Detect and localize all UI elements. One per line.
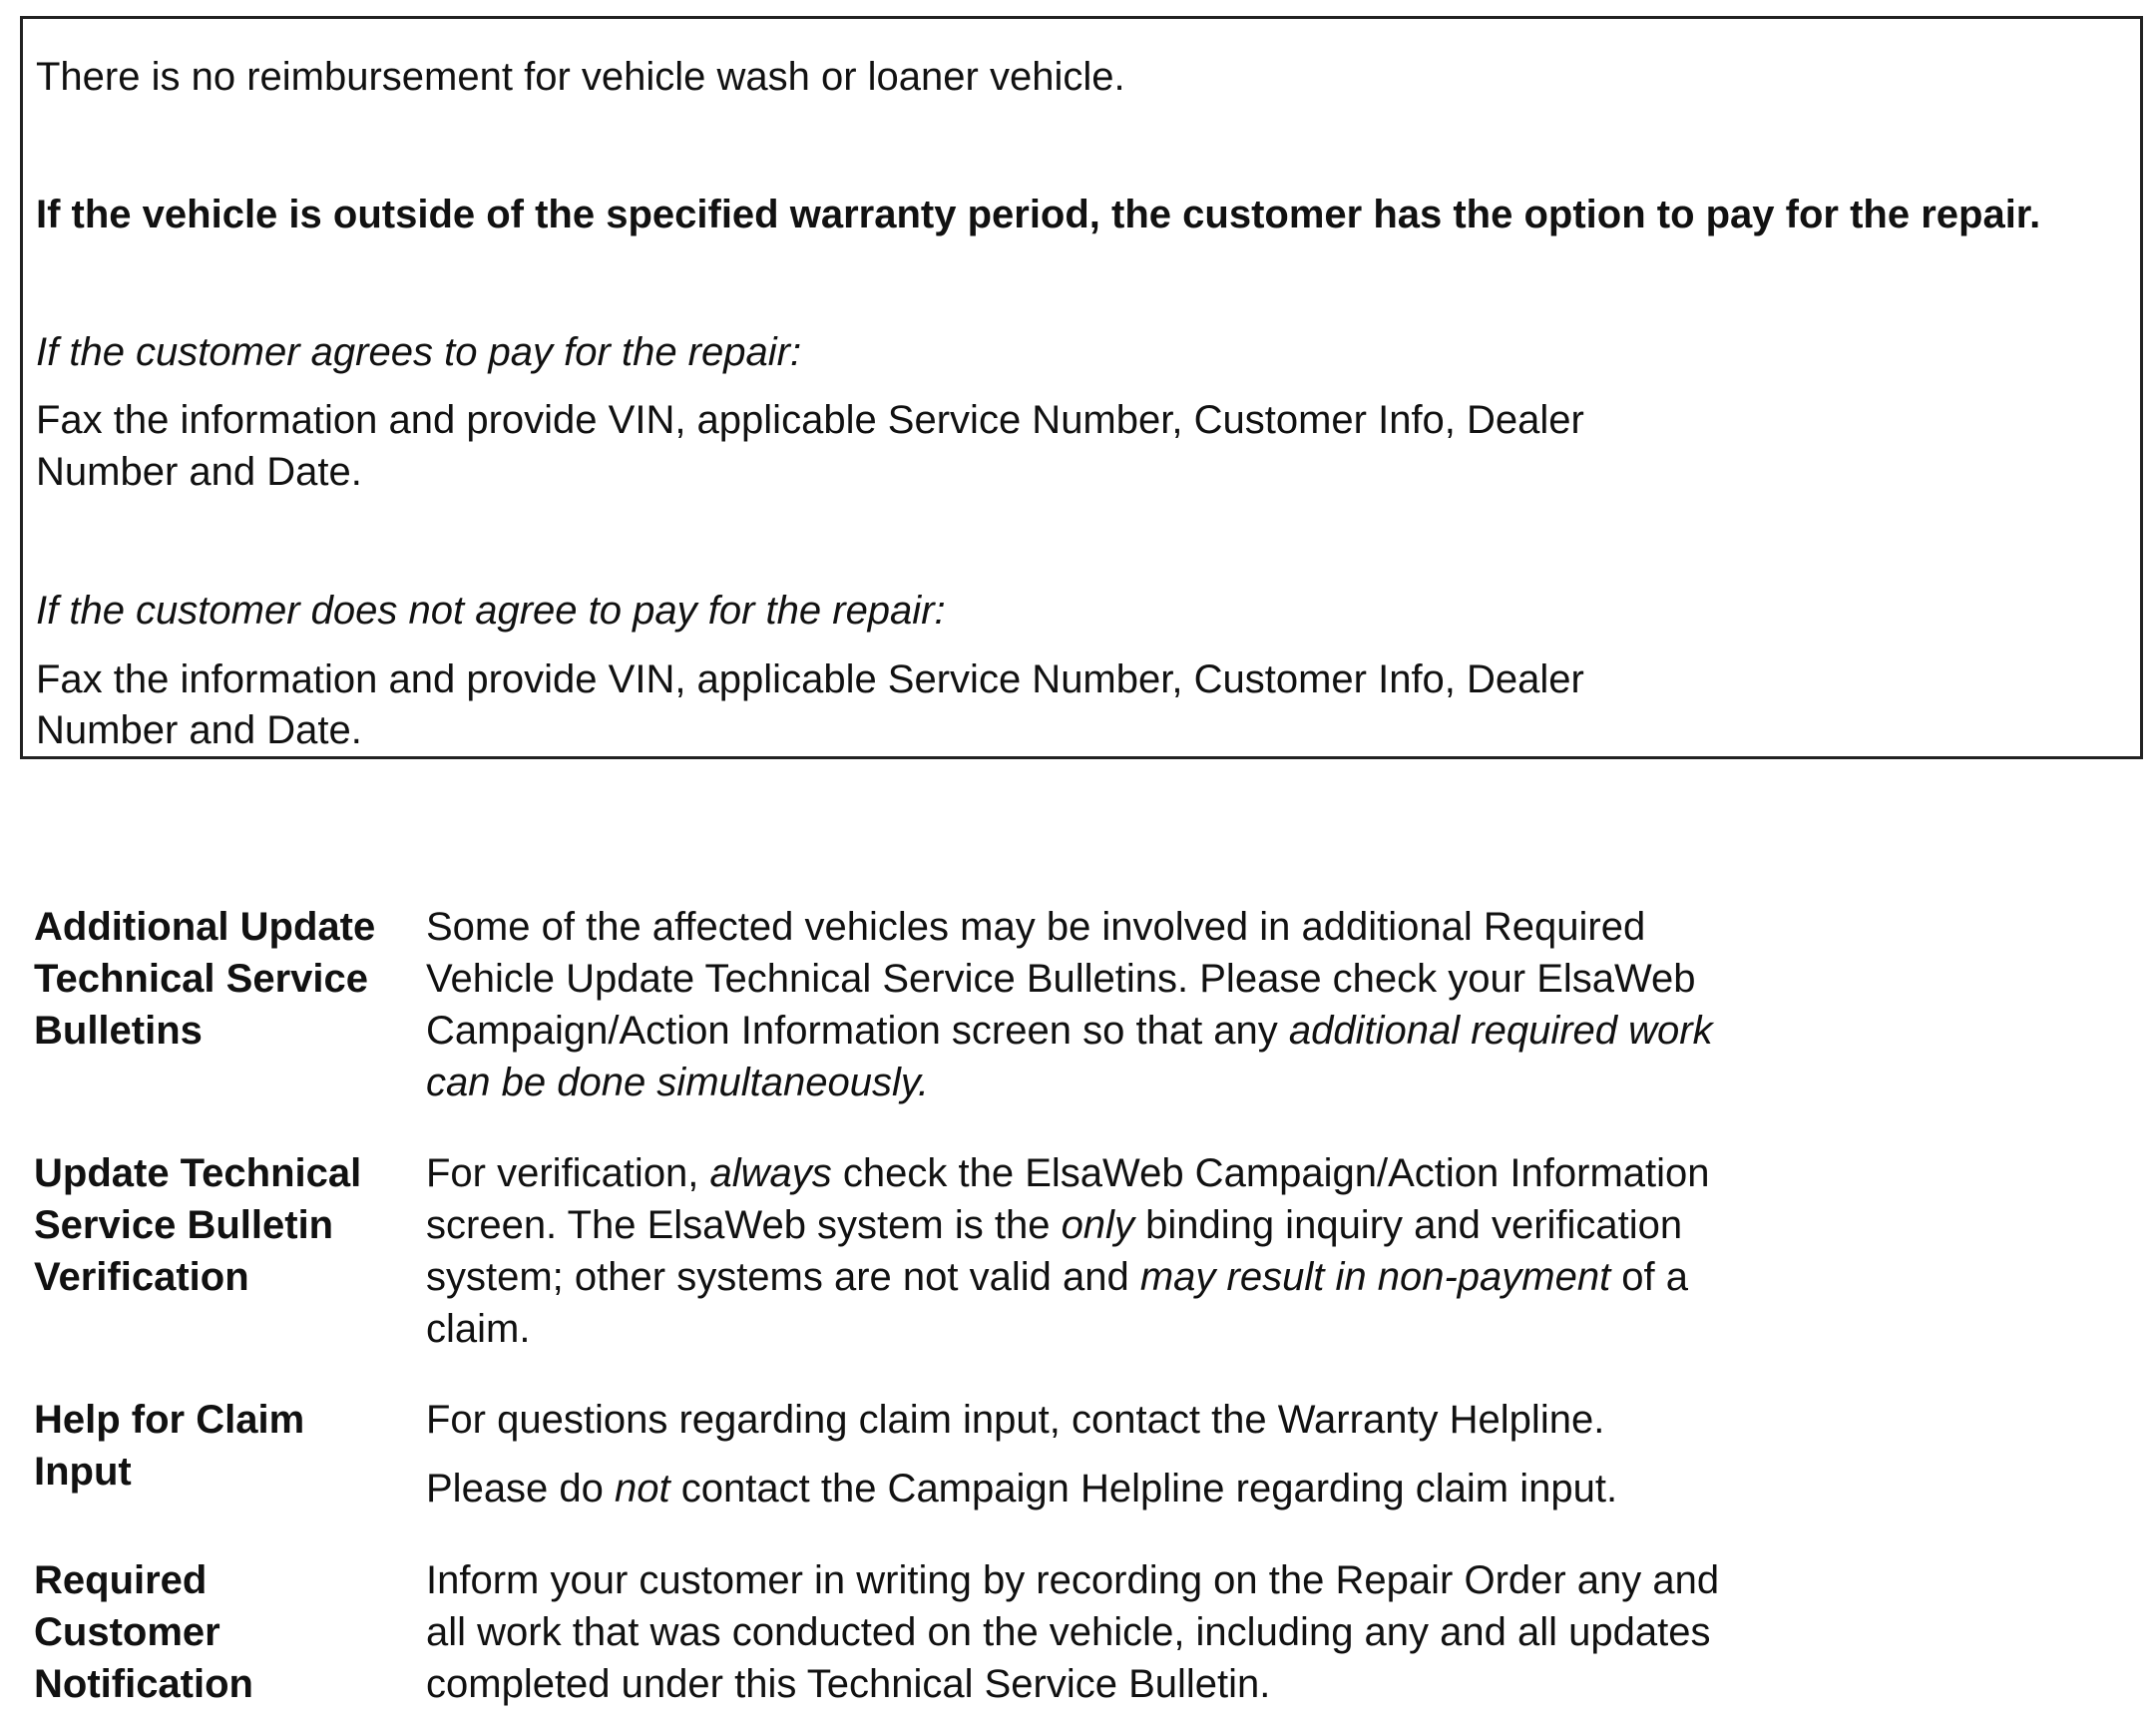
label-line: Help for Claim — [34, 1398, 305, 1442]
body-line — [426, 1251, 1823, 1303]
body-line: For questions regarding claim input, contact the Warranty Helpline. — [426, 1398, 1605, 1442]
emphasis-line: can be done simultaneously. — [426, 1061, 930, 1104]
no-reimbursement-text: There is no reimbursement for vehicle wash or loaner vehicle. — [36, 55, 1125, 99]
body-line: Some of the affected vehicles may be involved in additional Required — [426, 905, 1646, 949]
label-line: Technical Service — [34, 957, 368, 1001]
not-agree-instructions-line-1: Fax the information and provide VIN, applicable Service Number, Customer Info, Dealer — [36, 657, 1584, 701]
emphasis-text: not — [615, 1467, 670, 1510]
body-line — [426, 1199, 1823, 1251]
body-line: Vehicle Update Technical Service Bulletins. Please check your ElsaWeb — [426, 957, 1696, 1001]
emphasis-text: may result in non-payment — [1139, 1255, 1611, 1299]
additional-update-body — [426, 901, 1823, 1108]
emphasis-text: only — [1061, 1203, 1134, 1247]
label-line: Verification — [34, 1255, 249, 1299]
body-text: Please do — [426, 1467, 616, 1510]
body-line — [426, 1463, 1823, 1514]
outside-warranty-text: If the vehicle is outside of the specified warranty period, the customer has the option to pay for the repair. — [36, 193, 2041, 236]
warranty-notice-box — [20, 16, 2143, 759]
label-line: Additional Update — [34, 905, 376, 949]
emphasis-text: additional required work — [1288, 1009, 1713, 1053]
claim-help-body — [426, 1394, 1823, 1514]
label-line: Notification — [34, 1662, 253, 1706]
body-text: system; other systems are not valid and — [426, 1255, 1140, 1299]
label-line: Input — [34, 1450, 132, 1494]
body-text: For verification, — [426, 1151, 710, 1195]
label-line: Required — [34, 1558, 208, 1602]
body-text: check the ElsaWeb Campaign/Action Information — [831, 1151, 1710, 1195]
additional-update-label — [34, 901, 413, 1057]
customer-notification-body — [426, 1554, 1823, 1710]
verification-body — [426, 1147, 1823, 1355]
agrees-instructions-line-1: Fax the information and provide VIN, applicable Service Number, Customer Info, Dealer — [36, 398, 1584, 442]
claim-help-label — [34, 1394, 413, 1498]
agrees-instructions-line-2: Number and Date. — [36, 450, 362, 494]
not-agree-instructions-line-2: Number and Date. — [36, 708, 362, 752]
label-line: Bulletins — [34, 1009, 203, 1053]
verification-label — [34, 1147, 413, 1303]
label-line: Customer — [34, 1610, 220, 1654]
body-text: contact the Campaign Helpline regarding claim input. — [669, 1467, 1618, 1510]
label-line: Service Bulletin — [34, 1203, 334, 1247]
body-line — [426, 1147, 1823, 1199]
emphasis-text: always — [709, 1151, 832, 1195]
label-line: Update Technical — [34, 1151, 362, 1195]
body-text: binding inquiry and verification — [1133, 1203, 1683, 1247]
body-text: screen. The ElsaWeb system is the — [426, 1203, 1062, 1247]
agrees-heading: If the customer agrees to pay for the repair: — [36, 330, 802, 374]
body-line — [426, 1005, 1823, 1057]
body-line: Inform your customer in writing by recording on the Repair Order any and — [426, 1558, 1720, 1602]
body-text: Campaign/Action Information screen so that any — [426, 1009, 1289, 1053]
body-line: claim. — [426, 1307, 531, 1351]
body-line: completed under this Technical Service Bulletin. — [426, 1662, 1271, 1706]
customer-notification-label — [34, 1554, 413, 1710]
body-line: all work that was conducted on the vehicle, including any and all updates — [426, 1610, 1711, 1654]
body-text: of a — [1610, 1255, 1689, 1299]
not-agree-heading: If the customer does not agree to pay for the repair: — [36, 589, 946, 633]
